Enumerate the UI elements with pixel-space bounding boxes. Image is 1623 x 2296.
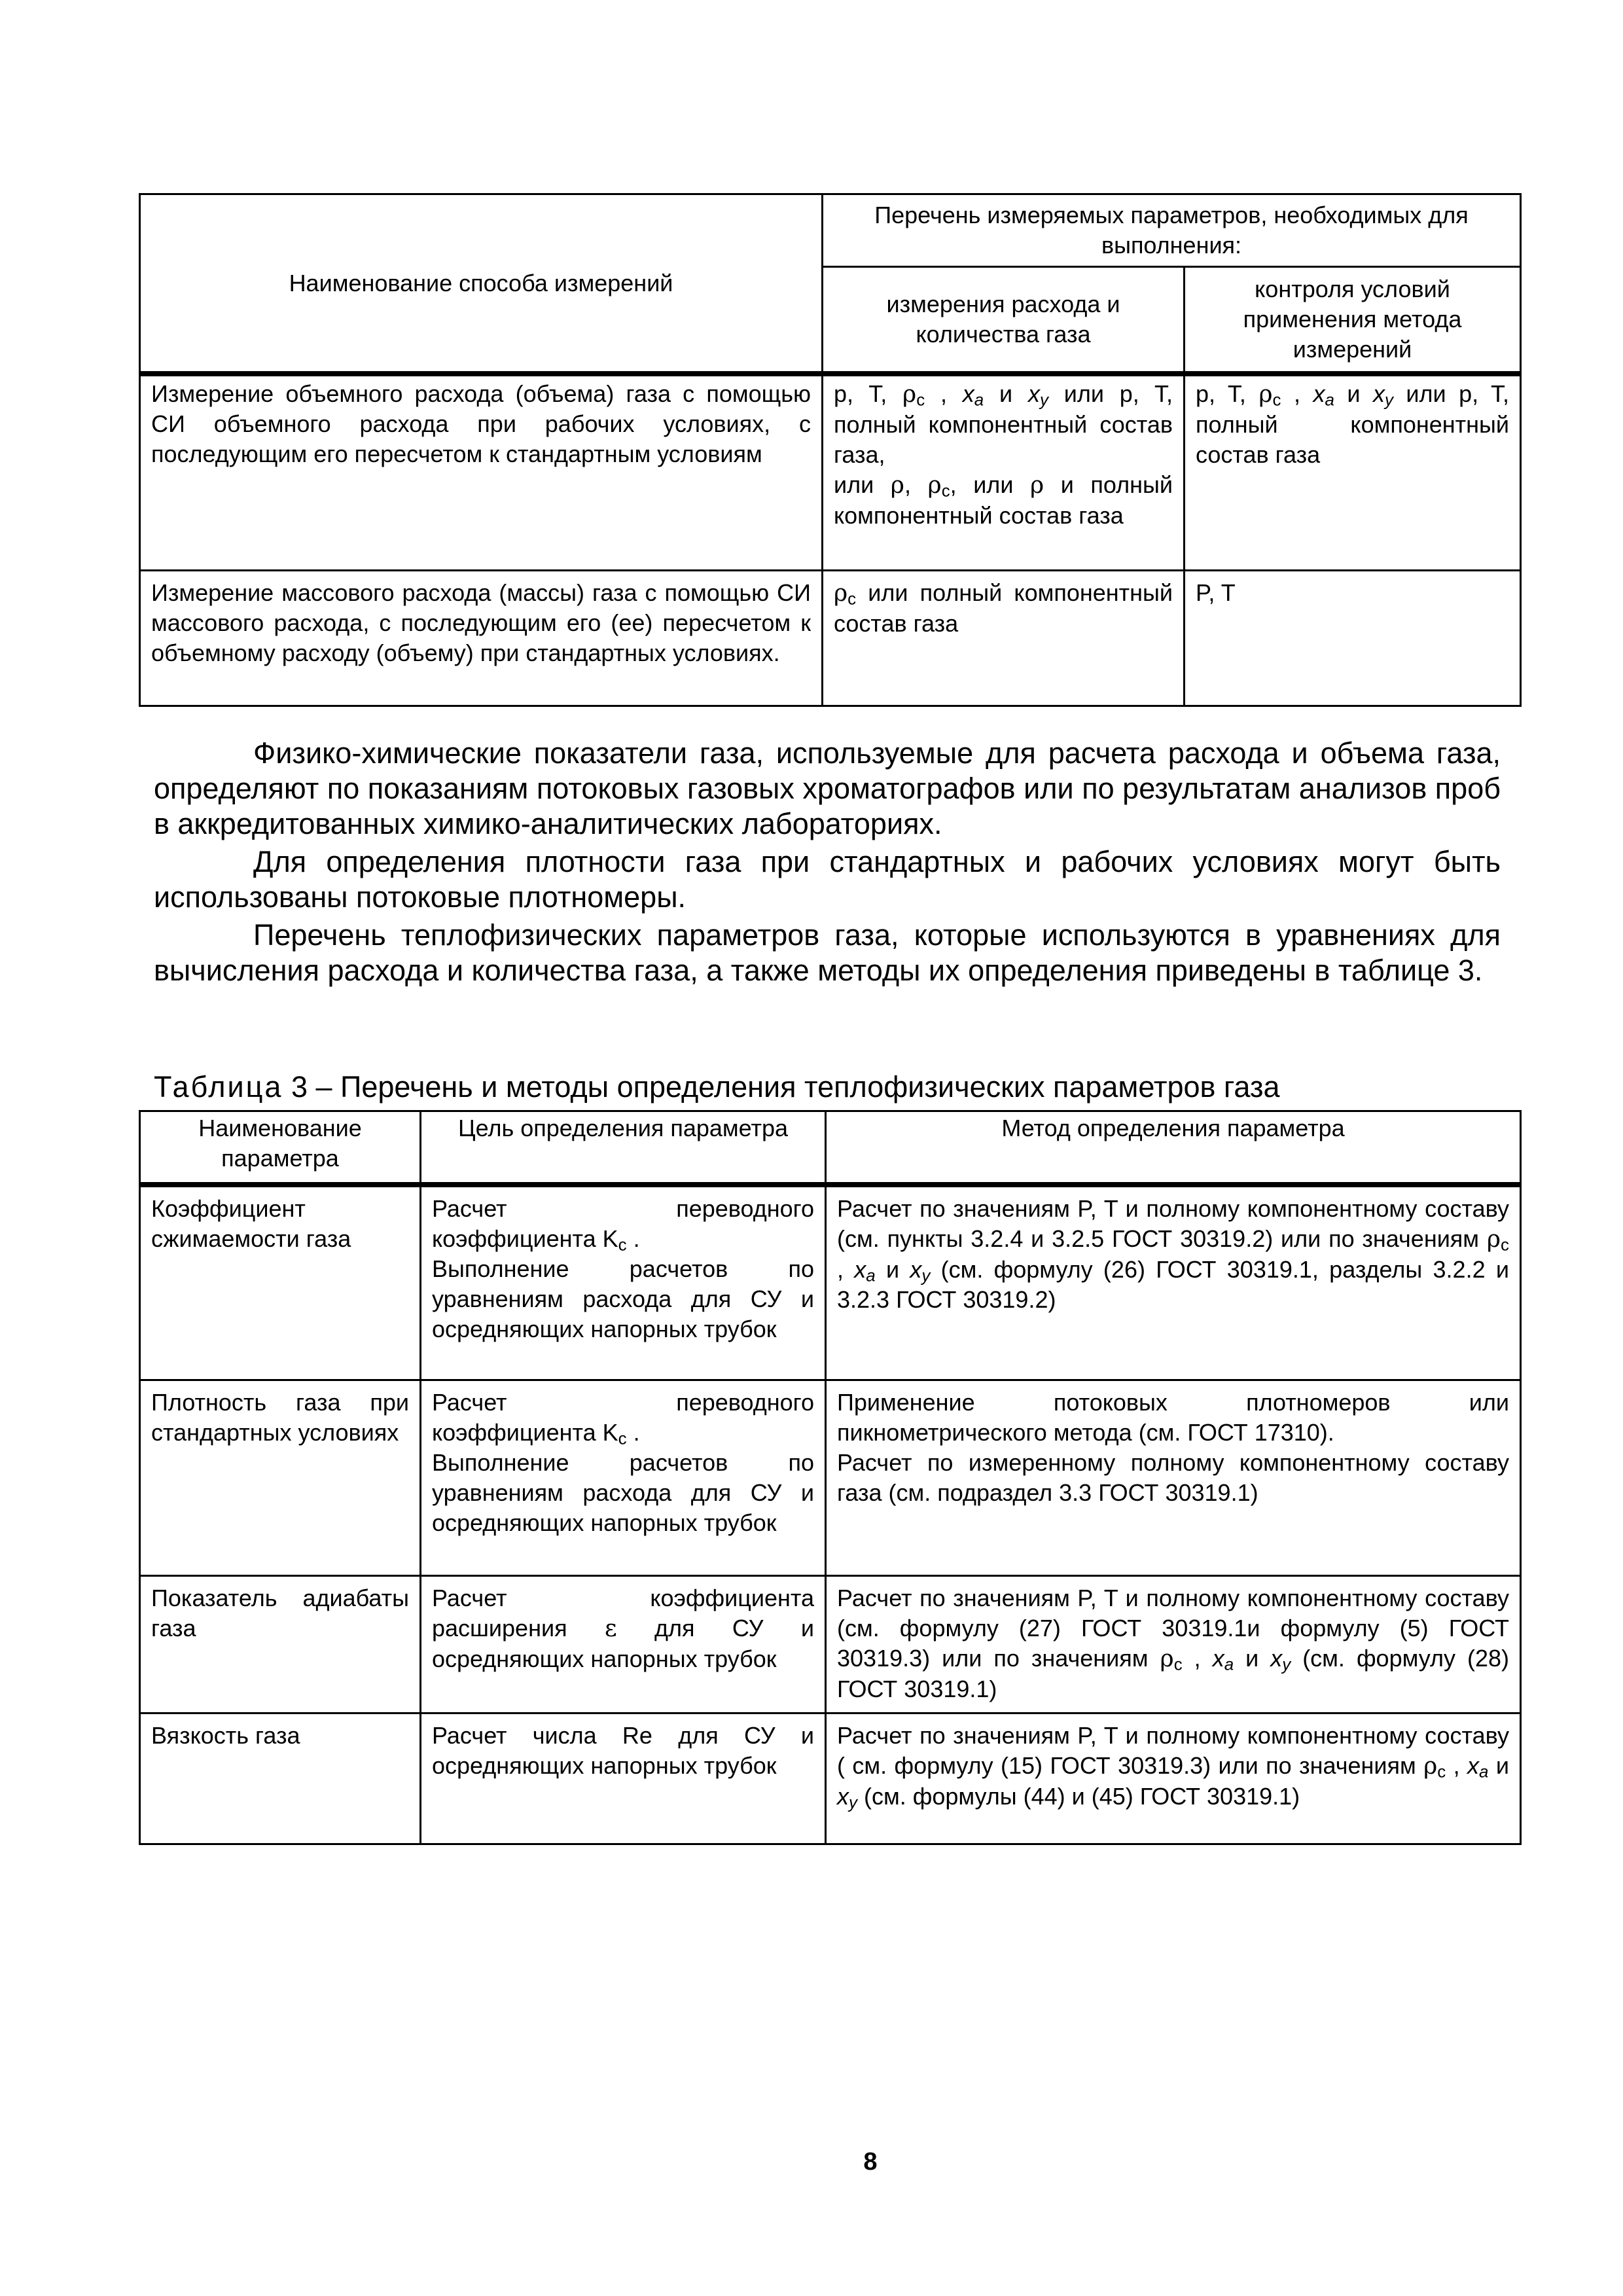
t1-r1-flow: p, T, $\rho_c$ , $x_a$ и $x_y$ или p, T, полный компонентный состав газа, или ρ, $\rho_c$, или ρ и полный компонентный состав газа <box>823 374 1185 570</box>
t2-r4-goal: Расчет числа Re для СУ и осредняющих напорных трубок <box>421 1713 826 1844</box>
t2-r3-goal: Расчет коэффициента расширения ε для СУ и осредняющих напорных трубок <box>421 1576 826 1713</box>
table-row <box>140 570 1521 706</box>
t2-r2-method: Применение потоковых плотномеров или пикнометрического метода (см. ГОСТ 17310). Расчет по измеренному полному компонентному составу газа (см. подраздел 3.3 ГОСТ 30319.1) <box>826 1380 1521 1576</box>
t1-r1-control: p, T, $\rho_c$ , $x_a$ и $x_y$ или p, T, полный компонентный состав газа <box>1185 374 1521 570</box>
table-row <box>140 1713 1521 1844</box>
page-number: 8 <box>863 2148 878 2176</box>
t2-r3-param: Показатель адиабаты газа <box>140 1576 421 1713</box>
t2-r1-goal: Расчет переводного коэффициента $K_c$ . Выполнение расчетов по уравнениям расхода для СУ и осредняющих напорных трубок <box>421 1185 826 1380</box>
t1-header-params-group: Перечень измеряемых параметров, необходимых для выполнения: <box>823 194 1521 267</box>
paragraph-density: Для определения плотности газа при стандартных и рабочих условиях могут быть использованы потоковые плотномеры. <box>154 845 1501 914</box>
t1-r1-method: Измерение объемного расхода (объема) газа с помощью СИ объемного расхода при рабочих условиях, с последующим его пересчетом к стандартным условиям <box>140 374 823 570</box>
t1-r2-control: P, T <box>1185 570 1521 706</box>
t2-r2-param: Плотность газа при стандартных условиях <box>140 1380 421 1576</box>
t1-r2-flow: $\rho_c$ или полный компонентный состав газа <box>823 570 1185 706</box>
t2-r2-goal: Расчет переводного коэффициента $K_c$ . Выполнение расчетов по уравнениям расхода для СУ и осредняющих напорных трубок <box>421 1380 826 1576</box>
thermophysical-params-table <box>139 1110 1522 1845</box>
t2-r4-param: Вязкость газа <box>140 1713 421 1844</box>
table-row <box>140 374 1521 570</box>
t2-header-goal: Цель определения параметра <box>421 1111 826 1185</box>
t2-r3-method: Расчет по значениям P, T и полному компонентному составу (см. формулу (27) ГОСТ 30319.1и формулу (5) ГОСТ 30319.3) или по значениям $\rho_c$ , $x_a$ и $x_y$ (см. формулу (28) ГОСТ 30319.1) <box>826 1576 1521 1713</box>
paragraph-thermo-list: Перечень теплофизических параметров газа, которые используются в уравнениях для вычисления расхода и количества газа, а также методы их определения приведены в таблице 3. <box>154 918 1501 987</box>
t2-r4-method: Расчет по значениям P, T и полному компонентному составу ( см. формулу (15) ГОСТ 30319.3) или по значениям $\rho_c$ , $x_a$ и $x_y$ (см. формулы (44) и (45) ГОСТ 30319.1) <box>826 1713 1521 1844</box>
table3-caption: Таблица 3 – Перечень и методы определения теплофизических параметров газа <box>154 1070 1280 1103</box>
t2-header-method: Метод определения параметра <box>826 1111 1521 1185</box>
t2-r1-method: Расчет по значениям P, T и полному компонентному составу (см. пункты 3.2.4 и 3.2.5 ГОСТ 30319.2) или по значениям $\rho_c$ , $x_a$ и $x_y$ (см. формулу (26) ГОСТ 30319.1, разделы 3.2.2 и 3.2.3 ГОСТ 30319.2) <box>826 1185 1521 1380</box>
table-row <box>140 1185 1521 1380</box>
t2-r1-param: Коэффициент сжимаемости газа <box>140 1185 421 1380</box>
table-row <box>140 1576 1521 1713</box>
t1-header-control: контроля условий применения метода измерений <box>1185 267 1521 374</box>
t1-header-flow: измерения расхода и количества газа <box>823 267 1185 374</box>
measurement-methods-table <box>139 193 1522 707</box>
t2-header-param: Наименование параметра <box>140 1111 421 1185</box>
t1-header-method: Наименование способа измерений <box>140 194 823 374</box>
table-row <box>140 1380 1521 1576</box>
t1-r2-method: Измерение массового расхода (массы) газа с помощью СИ массового расхода, с последующим его (ее) пересчетом к объемному расходу (объему) при стандартных условиях. <box>140 570 823 706</box>
paragraph-physchem: Физико-химические показатели газа, используемые для расчета расхода и объема газа, определяют по показаниям потоковых газовых хроматографов или по результатам анализов проб в аккредитованных химико-аналитических лабораториях. <box>154 736 1501 840</box>
